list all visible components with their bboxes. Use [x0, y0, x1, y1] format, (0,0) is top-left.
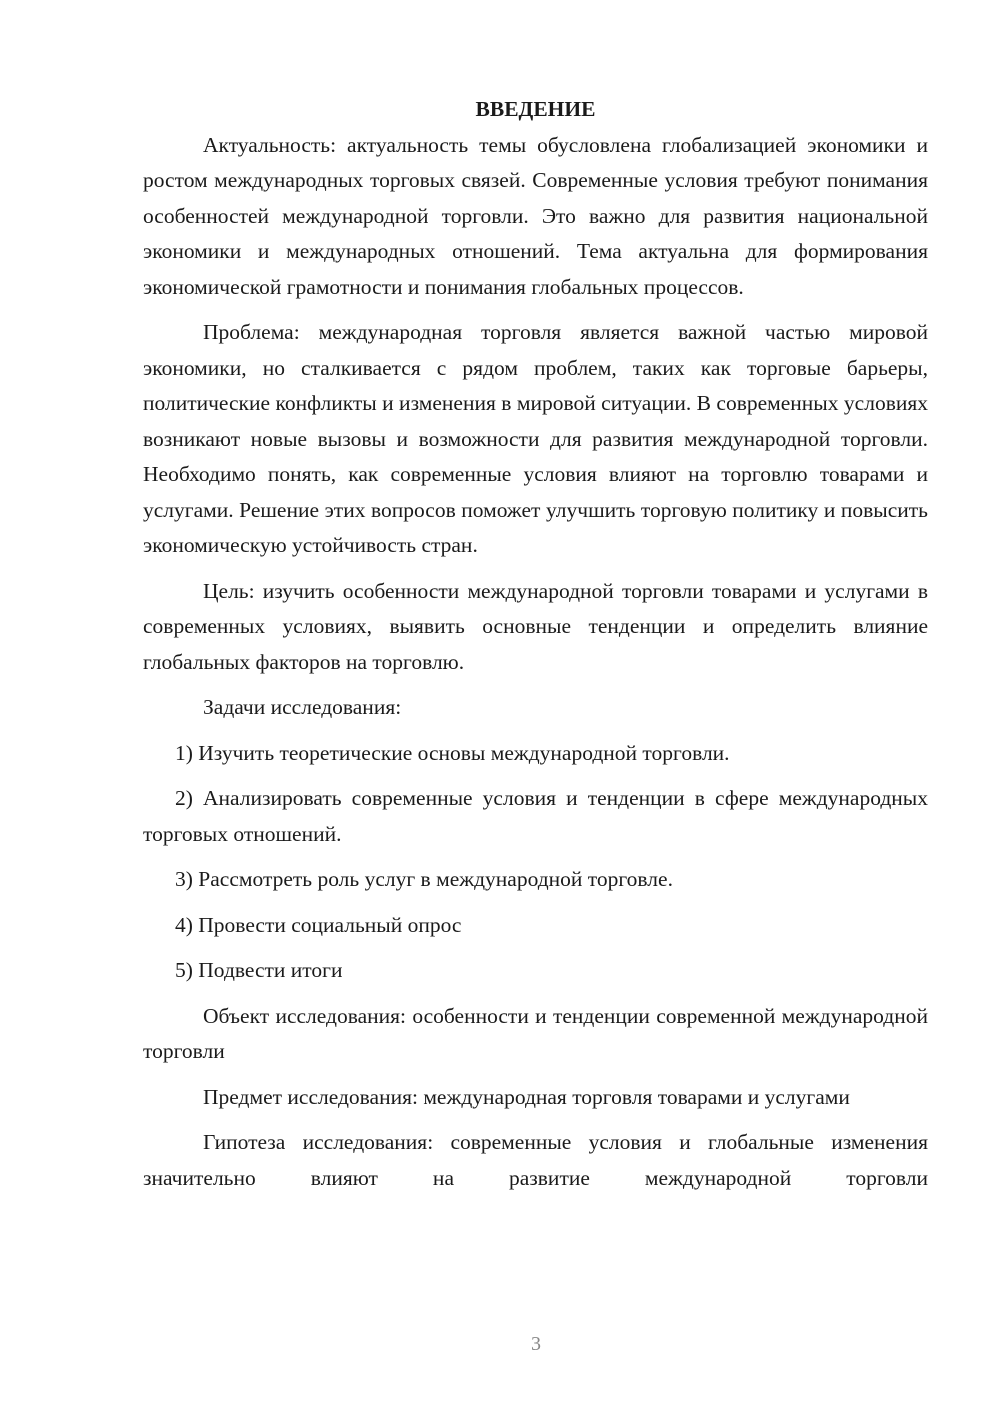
paragraph-subject: Предмет исследования: международная торговля товарами и услугами: [203, 1084, 850, 1109]
paragraph-relevance: Актуальность: актуальность темы обусловлена глобализацией экономики и ростом международных торговых связей. Современные условия требуют понимания особенностей международной торговли. Это важно для развития национальной экономики и международных отношений. Тема актуальна для формирования экономической грамотности и понимания глобальных процессов.: [143, 132, 928, 299]
tasks-title: Задачи исследования:: [203, 695, 402, 719]
task-item-1: 1) Изучить теоретические основы международной торговли.: [175, 740, 730, 765]
paragraph-goal: Цель: изучить особенности международной торговли товарами и услугами в современных условиях, выявить основные тенденции и определить влияние глобальных факторов на торговлю.: [143, 578, 928, 674]
task-item-3: 3) Рассмотреть роль услуг в международной торговле.: [175, 867, 673, 891]
task-item-5: 5) Подвести итоги: [175, 958, 343, 982]
paragraph-hypothesis: Гипотеза исследования: современные условия и глобальные изменения значительно влияют на развитие международной торговли: [143, 1130, 928, 1190]
page-content: [143, 92, 928, 1206]
task-item-2: 2) Анализировать современные условия и тенденции в сфере международных торговых отношений.: [143, 786, 928, 846]
paragraph-problem: Проблема: международная торговля является важной частью мировой экономики, но сталкивается с рядом проблем, таких как торговые барьеры, политические конфликты и изменения в мировой ситуации. В современных условиях возникают новые вызовы и возможности для развития международной торговли. Необходимо понять, как современные условия влияют на торговлю товарами и услугами. Решение этих вопросов поможет улучшить торговую политику и повысить экономическую устойчивость стран.: [143, 320, 928, 557]
paragraph-object: Объект исследования: особенности и тенденции современной международной торговли: [143, 1003, 928, 1063]
page-number: 3: [531, 1333, 541, 1355]
section-heading: ВВЕДЕНИЕ: [475, 97, 596, 121]
task-item-4: 4) Провести социальный опрос: [175, 912, 462, 937]
